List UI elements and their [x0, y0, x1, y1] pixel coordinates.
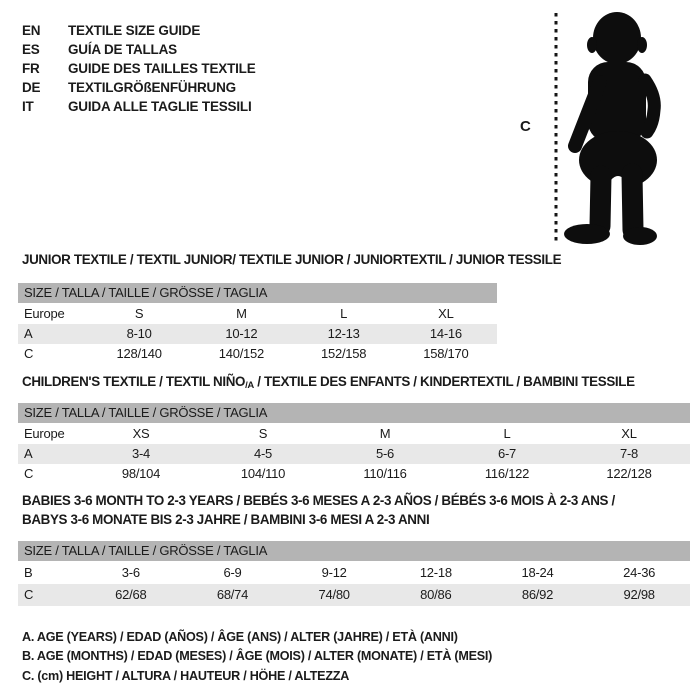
value-cell: M — [236, 306, 247, 321]
language-row — [22, 97, 256, 116]
section-title-junior: JUNIOR TEXTILE / TEXTIL JUNIOR/ TEXTILE JUNIOR / JUNIORTEXTIL / JUNIOR TESSILE — [22, 252, 562, 267]
junior-size-table — [18, 283, 497, 364]
value-cell: 104/110 — [240, 466, 286, 481]
value-cell: 92/98 — [623, 587, 655, 602]
value-cell: XL — [621, 426, 637, 441]
legend-line-c: C. (cm) HEIGHT / ALTURA / HAUTEUR / HÖHE / ALTEZZA — [22, 668, 350, 683]
value-cell: L — [503, 426, 511, 441]
language-title: TEXTILGRÖßENFÜHRUNG — [68, 80, 236, 95]
value-cell: 10-12 — [225, 326, 258, 341]
language-title-list — [22, 21, 256, 116]
language-code: ES — [22, 42, 40, 57]
baby-silhouette-icon — [564, 12, 657, 245]
value-cell: 3-4 — [131, 446, 151, 461]
children-size-table — [18, 403, 690, 484]
babies-size-table — [18, 541, 690, 606]
size-header-band: SIZE / TALLA / TAILLE / GRÖSSE / TAGLIA — [18, 403, 690, 423]
value-cell: M — [379, 426, 391, 441]
legend-line-b: B. AGE (MONTHS) / EDAD (MESES) / ÂGE (MOIS) / ALTER (MONATE) / ETÀ (MESI) — [22, 649, 493, 664]
value-cell: 116/122 — [484, 466, 530, 481]
value-cell: 8-10 — [126, 326, 152, 341]
section-title-children — [22, 372, 635, 395]
language-title: GUIDA ALLE TAGLIE TESSILI — [68, 99, 252, 114]
value-cell: 24-36 — [623, 565, 656, 580]
value-cell: L — [340, 306, 348, 321]
value-cell: 86/92 — [521, 587, 554, 602]
baby-silhouette-figure — [550, 8, 676, 250]
table-row — [18, 424, 690, 444]
table-row — [18, 304, 497, 324]
row-label-cell: Europe — [24, 426, 65, 441]
value-cell: XS — [132, 426, 150, 441]
value-cell: 12-13 — [327, 326, 360, 341]
row-label-cell: A — [24, 446, 33, 461]
value-cell: S — [258, 426, 268, 441]
row-label-cell: B — [24, 565, 33, 580]
title-text: / TEXTILE DES ENFANTS / KINDERTEXTIL / BAMBINI TESSILE — [253, 374, 635, 389]
table-row — [18, 584, 690, 606]
row-label-cell: C — [24, 466, 34, 481]
language-title: GUÍA DE TALLAS — [68, 42, 177, 57]
value-cell: 128/140 — [116, 346, 162, 361]
title-line: BABYS 3-6 MONATE BIS 2-3 JAHRE / BAMBINI 3-6 MESI A 2-3 ANNI — [22, 512, 430, 527]
value-cell: 98/104 — [121, 466, 161, 481]
table-row — [18, 444, 690, 464]
value-cell: XL — [438, 306, 454, 321]
title-subscript: /A — [245, 380, 254, 391]
height-measure-label: C — [520, 118, 531, 135]
value-cell: 5-6 — [375, 446, 395, 461]
language-code: DE — [22, 80, 41, 95]
value-cell: 9-12 — [321, 565, 347, 580]
value-cell: 6-7 — [497, 446, 517, 461]
language-row — [22, 59, 256, 78]
section-title-babies — [22, 491, 615, 529]
table-row — [18, 324, 497, 344]
row-label-cell: C — [24, 346, 34, 361]
value-cell: S — [134, 306, 144, 321]
language-code: FR — [22, 61, 40, 76]
value-cell: 68/74 — [216, 587, 249, 602]
value-cell: 74/80 — [318, 587, 350, 602]
value-cell: 6-9 — [223, 565, 242, 580]
title-text: CHILDREN'S TEXTILE / TEXTIL NIÑO — [22, 374, 246, 389]
value-cell: 158/170 — [423, 346, 469, 361]
value-cell: 12-18 — [419, 565, 452, 580]
table-row — [18, 562, 690, 584]
table-row — [18, 344, 497, 364]
language-row — [22, 78, 256, 97]
table-row — [18, 464, 690, 484]
title-line: BABIES 3-6 MONTH TO 2-3 YEARS / BEBÉS 3-6 MESES A 2-3 AÑOS / BÉBÉS 3-6 MOIS À 2-3 ANS / — [22, 493, 615, 508]
value-cell: 122/128 — [606, 466, 652, 481]
language-code: IT — [22, 99, 34, 114]
row-label-cell: A — [24, 326, 33, 341]
value-cell: 7-8 — [619, 446, 639, 461]
measure-legend — [22, 628, 492, 686]
value-cell: 140/152 — [218, 346, 264, 361]
value-cell: 152/158 — [321, 346, 367, 361]
language-row — [22, 21, 256, 40]
size-header-band: SIZE / TALLA / TAILLE / GRÖSSE / TAGLIA — [18, 541, 690, 561]
value-cell: 4-5 — [253, 446, 273, 461]
size-header-band: SIZE / TALLA / TAILLE / GRÖSSE / TAGLIA — [18, 283, 497, 303]
value-cell: 14-16 — [429, 326, 462, 341]
value-cell: 3-6 — [121, 565, 140, 580]
row-label-cell: C — [24, 587, 34, 602]
language-row — [22, 40, 256, 59]
value-cell: 110/116 — [363, 466, 407, 481]
value-cell: 18-24 — [521, 565, 554, 580]
value-cell: 62/68 — [115, 587, 147, 602]
language-title: TEXTILE SIZE GUIDE — [68, 23, 201, 38]
value-cell: 80/86 — [420, 587, 452, 602]
row-label-cell: Europe — [24, 306, 65, 321]
language-code: EN — [22, 23, 41, 38]
language-title: GUIDE DES TAILLES TEXTILE — [68, 61, 256, 76]
legend-line-a: A. AGE (YEARS) / EDAD (AÑOS) / ÂGE (ANS) / ALTER (JAHRE) / ETÀ (ANNI) — [22, 630, 458, 644]
